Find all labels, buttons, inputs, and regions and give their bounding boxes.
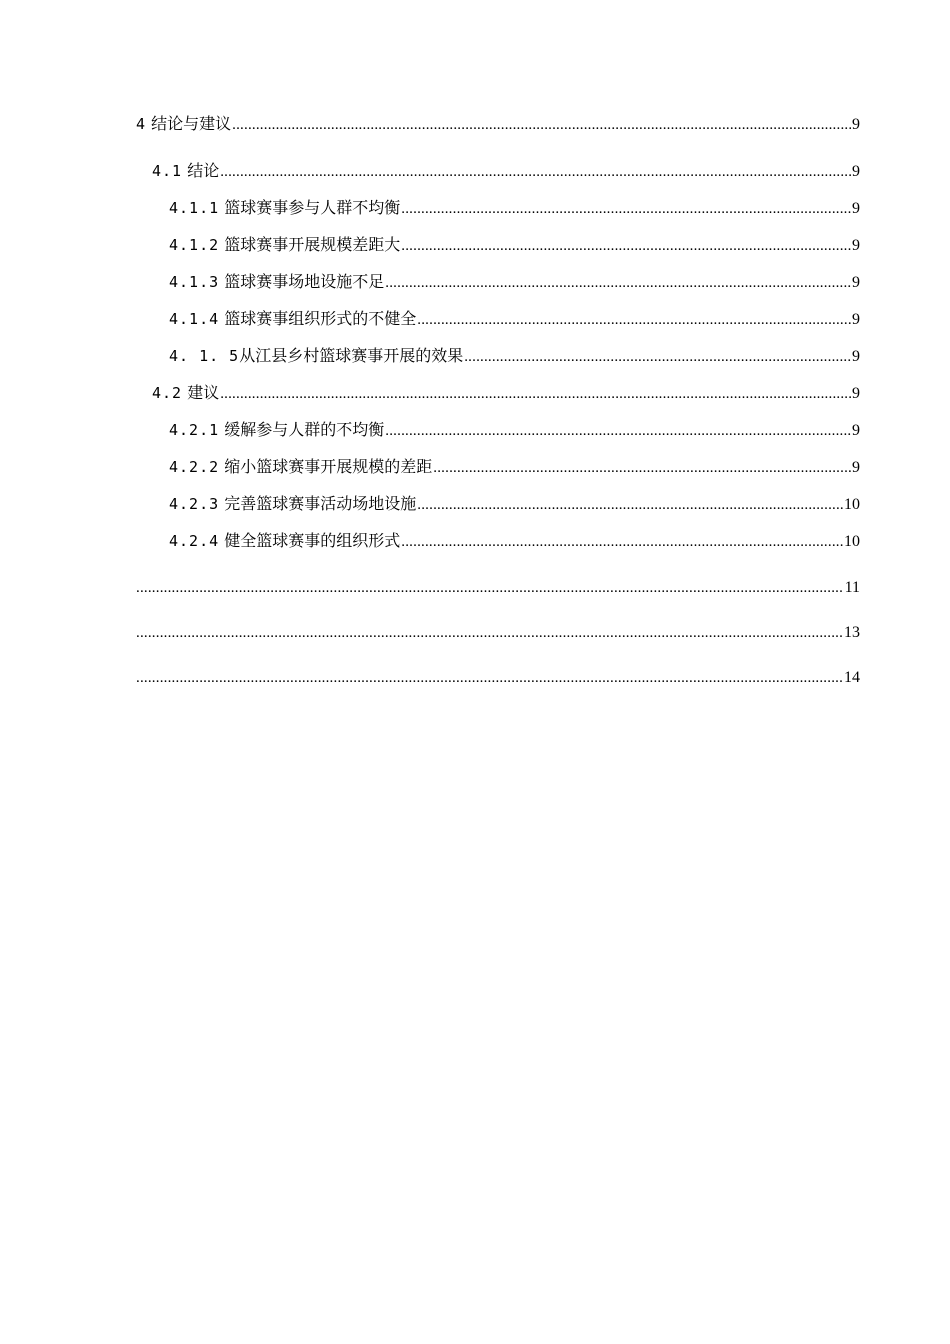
toc-entry-4-2-4[interactable]	[136, 530, 860, 553]
toc-entry-page: 9	[852, 385, 860, 402]
toc-entry-4-1-1[interactable]	[136, 197, 860, 220]
toc-entry-chapter-4[interactable]	[136, 113, 860, 136]
toc-entry-title: 从江县乡村篮球赛事开展的效果	[239, 346, 464, 365]
toc-entry-4-2[interactable]	[136, 382, 860, 405]
toc-entry-number: 4. 1. 5	[169, 347, 240, 365]
toc-entry-title: 完善篮球赛事活动场地设施	[224, 494, 417, 513]
toc-entry-4-1-2[interactable]	[136, 234, 860, 257]
toc-entry-page: 10	[844, 496, 860, 513]
toc-entry-4-1-3[interactable]	[136, 271, 860, 294]
toc-entry-page: 13	[844, 624, 860, 641]
dot-leader	[401, 198, 851, 220]
dot-leader	[136, 622, 843, 644]
toc-entry-number: 4.2.3	[169, 495, 220, 513]
toc-entry-page: 11	[844, 579, 860, 596]
dot-leader	[136, 577, 844, 599]
dot-leader	[401, 235, 851, 257]
toc-entry-number: 4.2.2	[169, 458, 220, 476]
toc-entry-4-2-1[interactable]	[136, 419, 860, 442]
toc-entry-title: 篮球赛事参与人群不均衡	[224, 198, 401, 217]
dot-leader	[136, 667, 843, 689]
toc-entry-number: 4.2	[152, 384, 183, 402]
dot-leader	[385, 420, 851, 442]
toc-entry-title: 篮球赛事开展规模差距大	[224, 235, 401, 254]
toc-entry-title: 健全篮球赛事的组织形式	[224, 531, 401, 550]
toc-entry-title: 结论	[187, 161, 220, 180]
dot-leader	[220, 383, 851, 405]
toc-entry-untitled-3[interactable]	[136, 667, 860, 689]
toc-entry-number: 4.1	[152, 162, 183, 180]
dot-leader	[385, 272, 851, 294]
toc-entry-page: 9	[852, 274, 860, 291]
toc-entry-page: 9	[852, 116, 860, 133]
toc-entry-number: 4.1.2	[169, 236, 220, 254]
toc-entry-page: 9	[852, 459, 860, 476]
toc-entry-4-2-3[interactable]	[136, 493, 860, 516]
dot-leader	[220, 161, 851, 183]
dot-leader	[464, 346, 851, 368]
toc-entry-page: 10	[844, 533, 860, 550]
toc-entry-4-2-2[interactable]	[136, 456, 860, 479]
toc-entry-page: 14	[844, 669, 860, 686]
table-of-contents	[136, 113, 860, 689]
toc-entry-4-1-4[interactable]	[136, 308, 860, 331]
dot-leader	[401, 531, 843, 553]
toc-entry-title: 结论与建议	[151, 114, 232, 133]
toc-entry-title: 建议	[187, 383, 220, 402]
toc-entry-number: 4.1.4	[169, 310, 220, 328]
toc-entry-title: 篮球赛事组织形式的不健全	[224, 309, 417, 328]
dot-leader	[417, 494, 843, 516]
dot-leader	[433, 457, 851, 479]
toc-entry-number: 4.1.3	[169, 273, 220, 291]
toc-entry-4-1-5[interactable]	[136, 345, 860, 368]
toc-entry-page: 9	[852, 237, 860, 254]
toc-entry-4-1[interactable]	[136, 160, 860, 183]
toc-entry-number: 4.1.1	[169, 199, 220, 217]
toc-entry-number: 4.2.4	[169, 532, 220, 550]
toc-entry-number: 4	[136, 115, 147, 133]
toc-entry-untitled-1[interactable]	[136, 577, 860, 599]
dot-leader	[232, 114, 851, 136]
toc-entry-untitled-2[interactable]	[136, 622, 860, 644]
toc-entry-title: 缓解参与人群的不均衡	[224, 420, 385, 439]
toc-entry-page: 9	[852, 163, 860, 180]
toc-entry-page: 9	[852, 311, 860, 328]
toc-entry-page: 9	[852, 200, 860, 217]
toc-entry-page: 9	[852, 348, 860, 365]
toc-entry-title: 篮球赛事场地设施不足	[224, 272, 385, 291]
dot-leader	[417, 309, 851, 331]
toc-entry-title: 缩小篮球赛事开展规模的差距	[224, 457, 433, 476]
toc-entry-number: 4.2.1	[169, 421, 220, 439]
toc-entry-page: 9	[852, 422, 860, 439]
